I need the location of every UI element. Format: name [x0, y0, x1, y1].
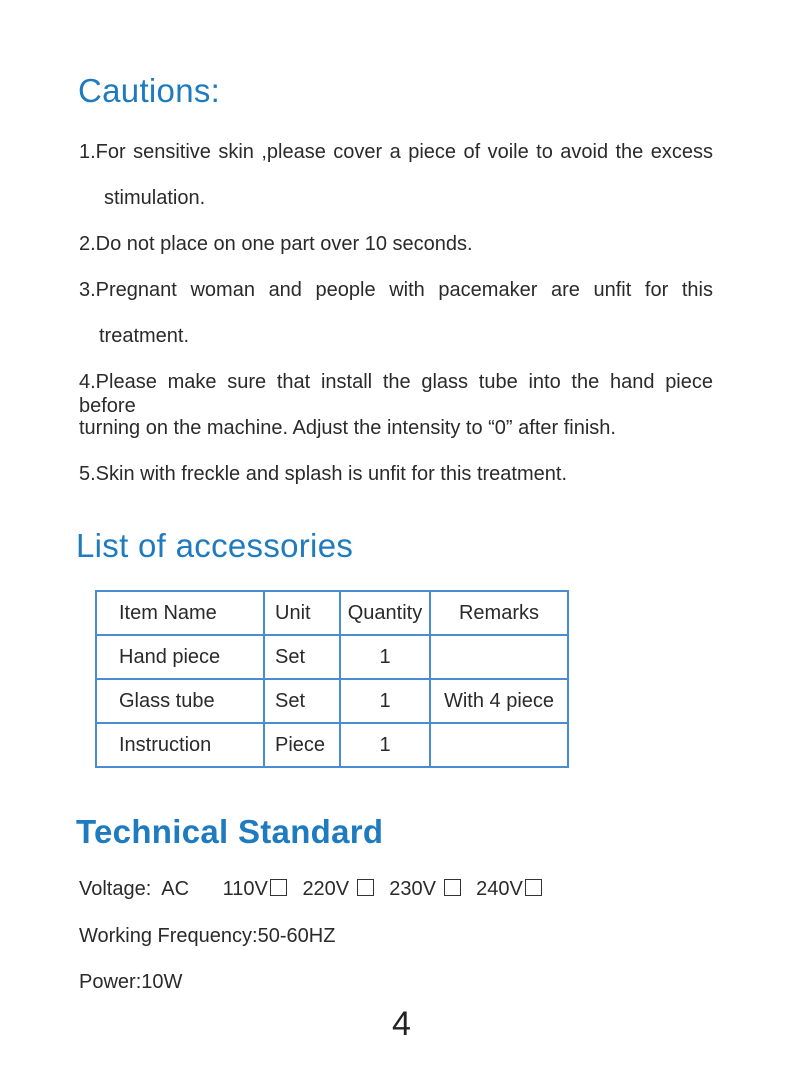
caution-item-2: 2.Do not place on one part over 10 seconds.: [79, 233, 473, 255]
cell-remarks: With 4 piece: [430, 679, 568, 723]
caution-item-4-line-2: turning on the machine. Adjust the intensity to “0” after finish.: [79, 417, 616, 439]
cell-item-name: Hand piece: [96, 635, 264, 679]
cell-unit: Set: [264, 679, 340, 723]
voltage-line: [79, 877, 542, 901]
caution-item-3-line-1: 3.Pregnant woman and people with pacemaker are unfit for this: [79, 279, 713, 301]
voltage-option-240v: [476, 878, 542, 900]
cell-unit: Piece: [264, 723, 340, 767]
working-frequency: Working Frequency:50-60HZ: [79, 925, 336, 947]
header-item-name: Item Name: [96, 591, 264, 635]
voltage-label: Voltage: AC: [79, 878, 190, 900]
cell-remarks: [430, 635, 568, 679]
checkbox-icon[interactable]: [444, 879, 461, 896]
header-unit: Unit: [264, 591, 340, 635]
header-remarks: Remarks: [430, 591, 568, 635]
voltage-option-110v: [223, 878, 287, 900]
voltage-option-220v: [302, 878, 373, 900]
voltage-option-230v: [389, 878, 460, 900]
table-row: [96, 635, 568, 679]
power-rating: Power:10W: [79, 971, 183, 993]
voltage-option-label: 110V: [222, 878, 268, 900]
header-quantity: Quantity: [340, 591, 430, 635]
table-header-row: [96, 591, 568, 635]
cell-item-name: Instruction: [96, 723, 264, 767]
voltage-option-label: 220V: [302, 878, 350, 900]
caution-item-1-line-1: 1.For sensitive skin ,please cover a piece of voile to avoid the excess: [79, 141, 713, 163]
cell-unit: Set: [264, 635, 340, 679]
checkbox-icon[interactable]: [357, 879, 374, 896]
cell-quantity: 1: [340, 679, 430, 723]
accessories-heading: List of accessories: [76, 527, 354, 564]
checkbox-icon[interactable]: [525, 879, 542, 896]
checkbox-icon[interactable]: [270, 879, 287, 896]
page-number: 4: [392, 1005, 411, 1043]
cell-quantity: 1: [340, 723, 430, 767]
technical-heading: Technical Standard: [76, 813, 384, 850]
table-row: [96, 723, 568, 767]
table-row: [96, 679, 568, 723]
caution-item-3-line-2: treatment.: [99, 325, 190, 347]
cautions-heading: Cautions:: [78, 72, 221, 109]
accessories-table: [95, 590, 569, 768]
cell-quantity: 1: [340, 635, 430, 679]
caution-item-4-line-1: 4.Please make sure that install the glass tube into the hand piece before: [79, 371, 713, 417]
voltage-option-label: 240V: [476, 878, 523, 900]
caution-item-1-line-2: stimulation.: [104, 187, 206, 209]
cell-remarks: [430, 723, 568, 767]
cell-item-name: Glass tube: [96, 679, 264, 723]
caution-item-5: 5.Skin with freckle and splash is unfit for this treatment.: [79, 463, 567, 485]
voltage-option-label: 230V: [389, 878, 436, 900]
